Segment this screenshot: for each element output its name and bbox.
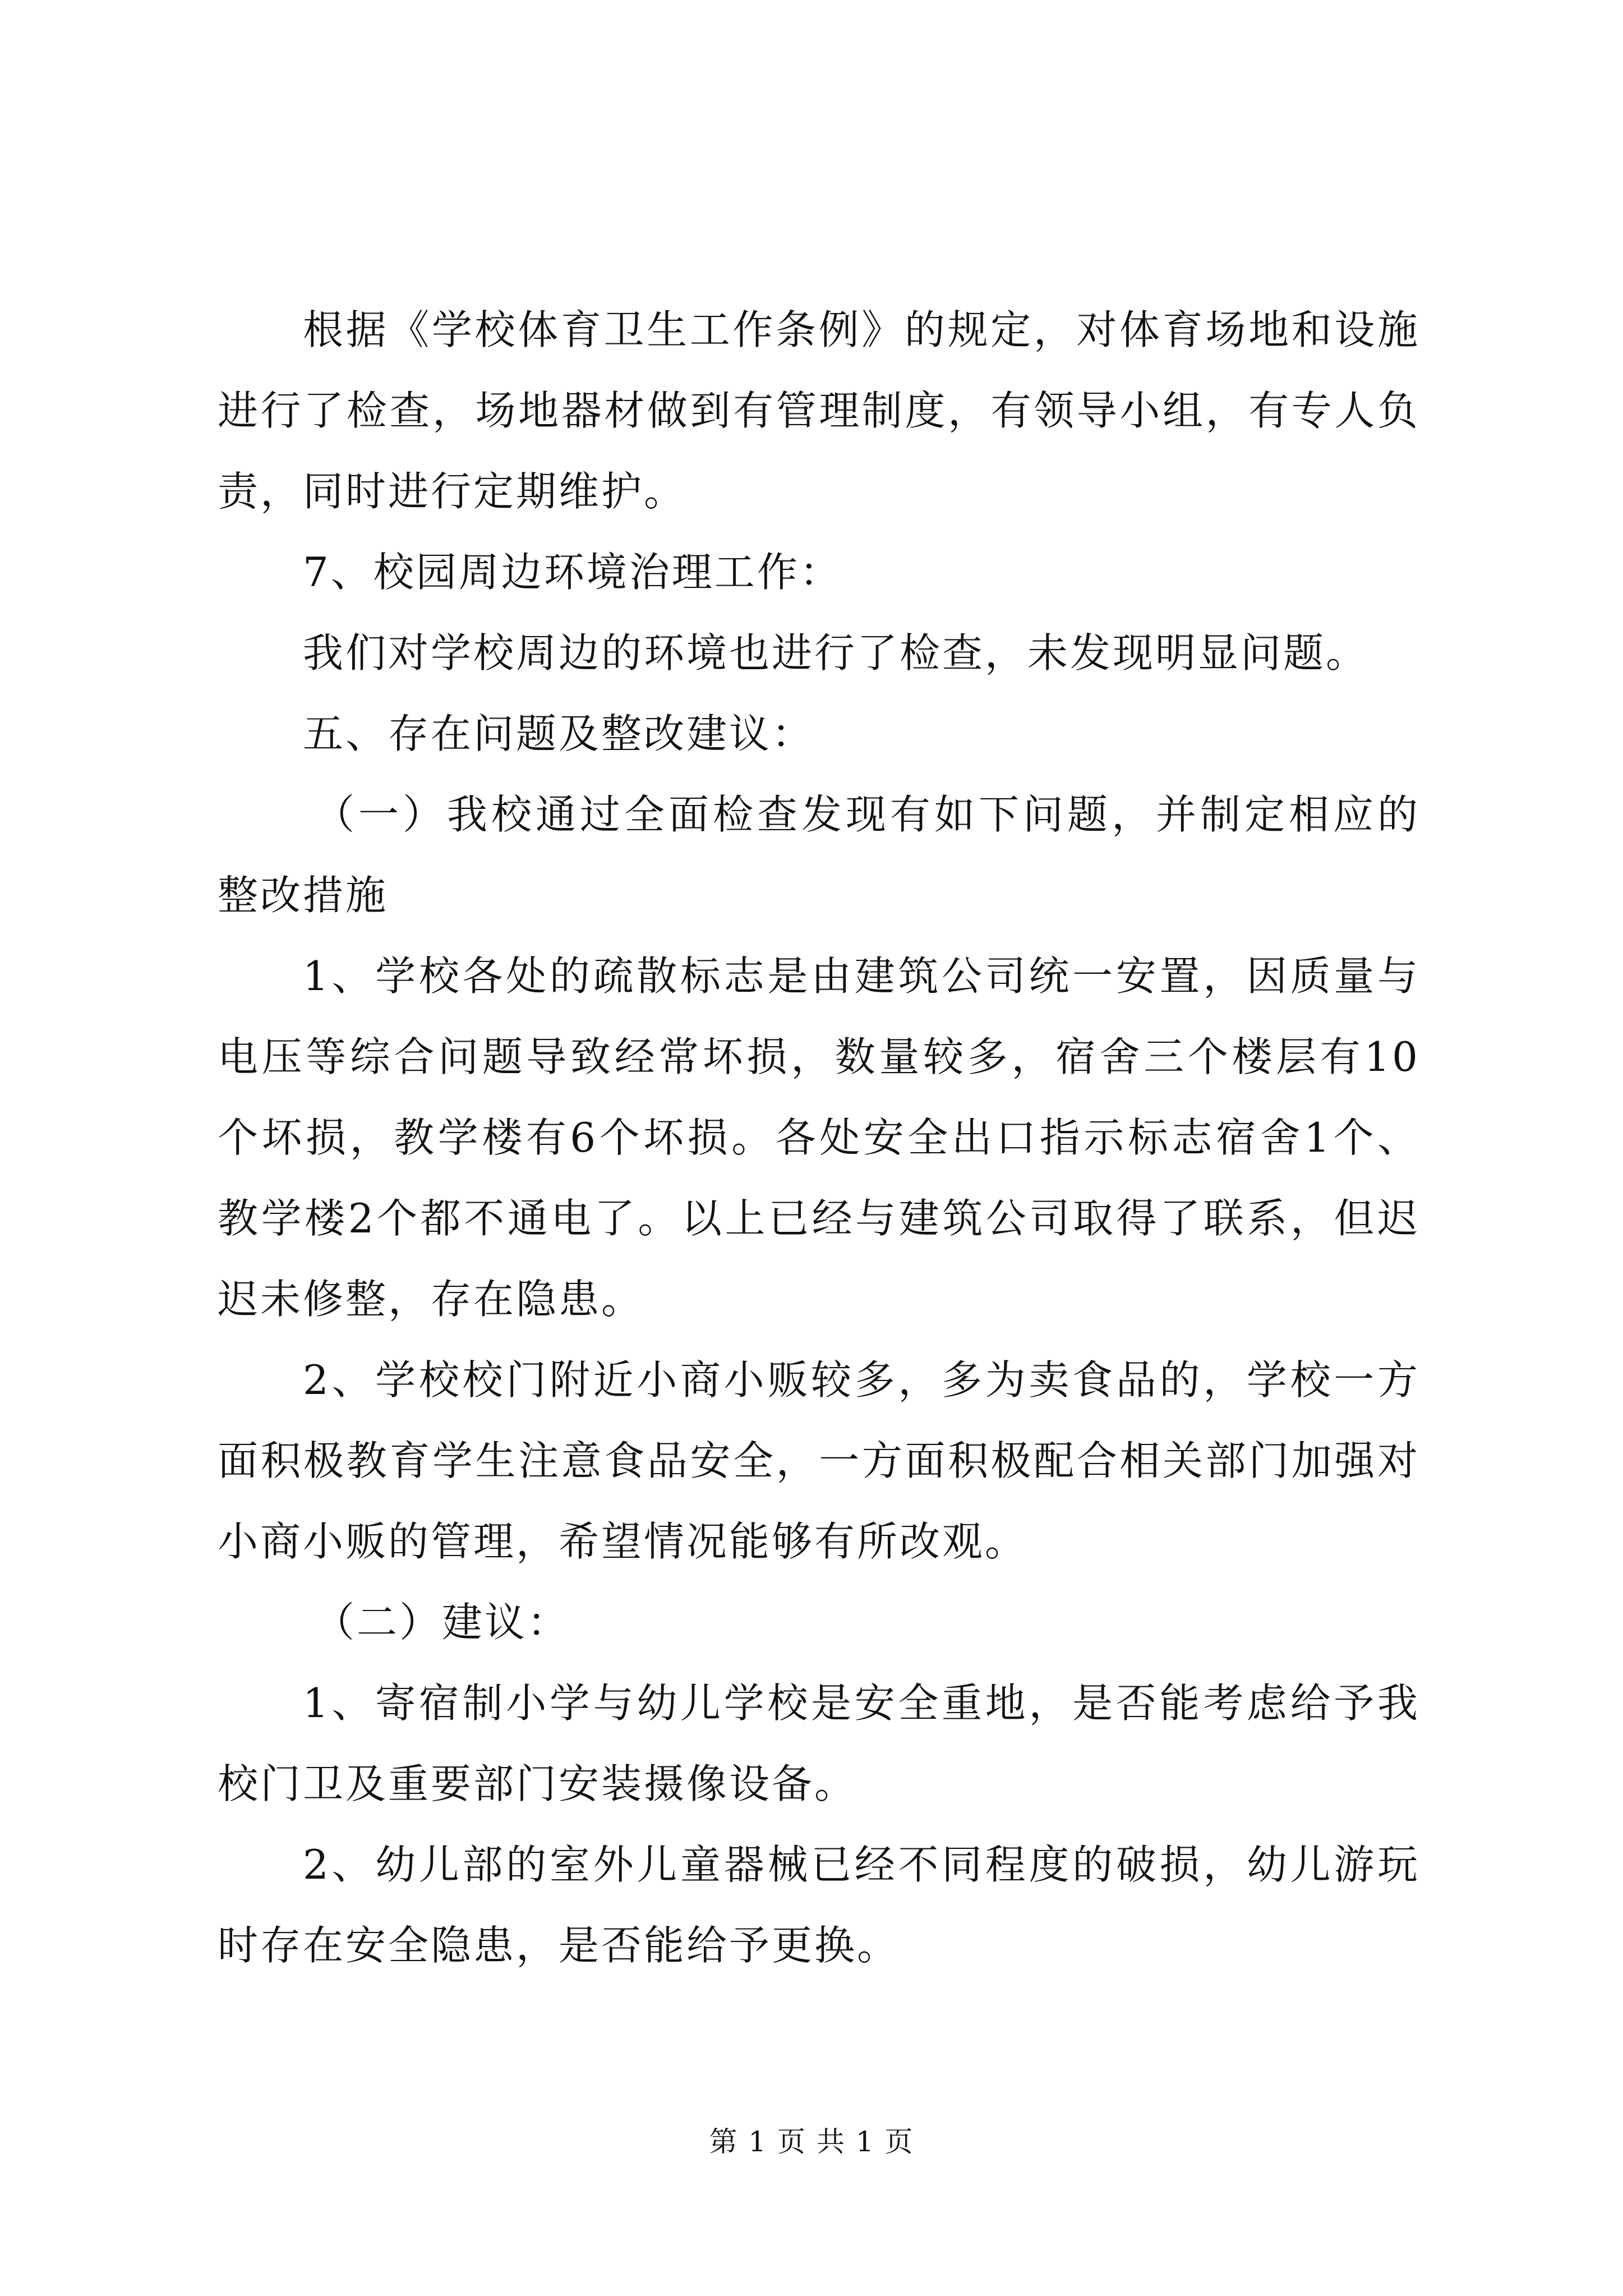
paragraph-sports-facilities: 根据《学校体育卫生工作条例》的规定，对体育场地和设施进行了检查，场地器材做到有管理制度，有领导小组，有专人负责，同时进行定期维护。 <box>218 306 1420 515</box>
page-number-footer: 第 1 页 共 1 页 <box>709 2125 914 2158</box>
subheading-suggestions: （二）建议： <box>314 1599 570 1646</box>
paragraph-suggestion-equipment: 2、幼儿部的室外儿童器械已经不同程度的破损，幼儿游玩时存在安全隐患，是否能给予更换。 <box>218 1841 1420 1969</box>
paragraph-suggestion-cameras: 1、寄宿制小学与幼儿学校是安全重地，是否能考虑给予我校门卫及重要部门安装摄像设备。 <box>218 1680 1420 1807</box>
paragraph-problem-vendors: 2、学校校门附近小商小贩较多，多为卖食品的，学校一方面积极教育学生注意食品安全，一方面积极配合相关部门加强对小商小贩的管理，希望情况能够有所改观。 <box>218 1356 1420 1565</box>
paragraph-surroundings-check: 我们对学校周边的环境也进行了检查，未发现明显问题。 <box>303 629 1369 677</box>
heading-problems-suggestions: 五、存在问题及整改建议： <box>303 710 815 757</box>
document-body <box>218 289 1420 1986</box>
heading-campus-environment: 7、校园周边环境治理工作： <box>303 549 842 596</box>
subheading-problems: （一）我校通过全面检查发现有如下问题，并制定相应的整改措施 <box>218 791 1420 919</box>
paragraph-problem-evacuation-signs: 1、学校各处的疏散标志是由建筑公司统一安置，因质量与电压等综合问题导致经常坏损，数量较多，宿舍三个楼层有10个坏损，教学楼有6个坏损。各处安全出口指示标志宿舍1个、教学楼2个都不通电了。以上已经与建筑公司取得了联系，但迟迟未修整，存在隐患。 <box>218 953 1420 1323</box>
